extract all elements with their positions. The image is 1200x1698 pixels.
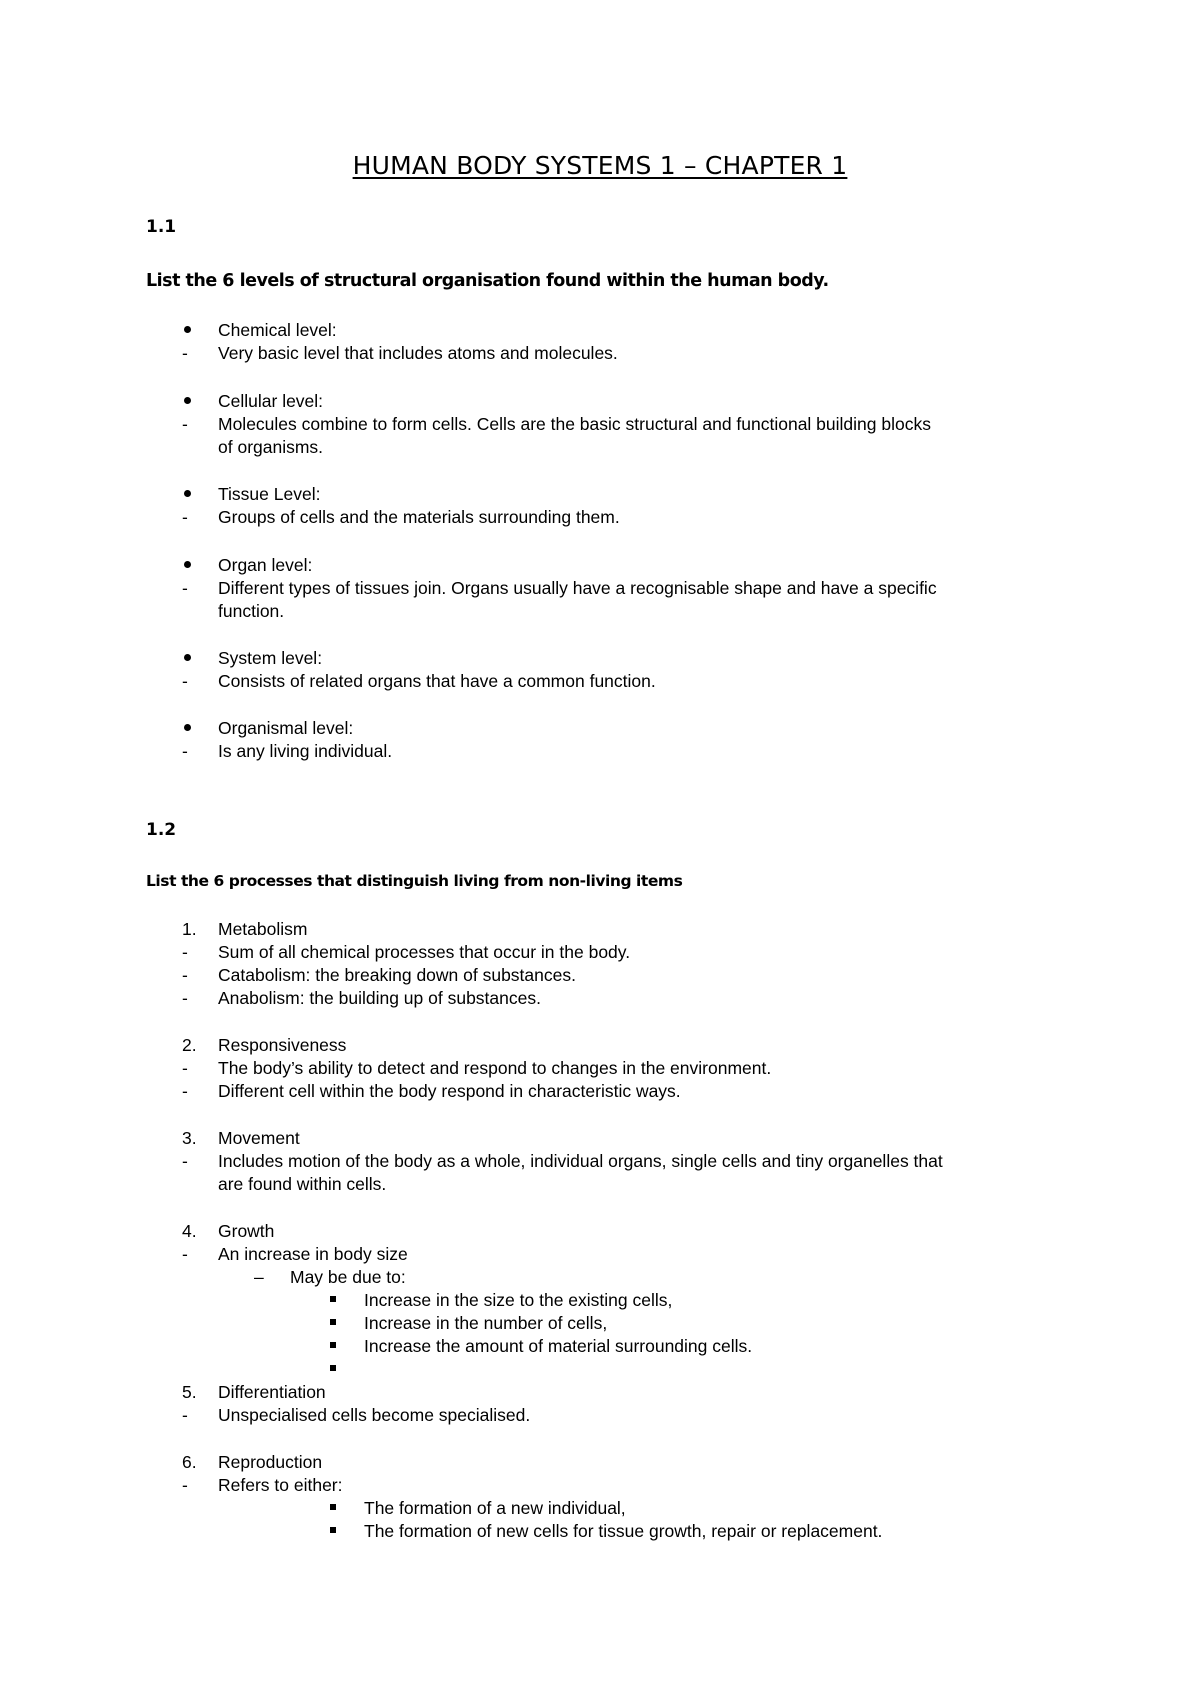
dash-marker: - [182, 671, 188, 691]
list-item-text: The body’s ability to detect and respond to changes in the environment. [218, 1058, 772, 1078]
list-item-heading: Organismal level: [218, 718, 354, 738]
bullet-icon [184, 654, 191, 661]
bullet-icon [184, 561, 191, 568]
list-number: 1. [182, 919, 197, 939]
dash-marker: - [182, 1151, 188, 1171]
dash-marker: - [182, 741, 188, 761]
list-item-heading: Differentiation [218, 1382, 326, 1402]
page-title: HUMAN BODY SYSTEMS 1 – CHAPTER 1 [352, 151, 848, 180]
section-number: 1.2 [146, 820, 177, 840]
list-item-text: function. [218, 601, 285, 621]
list-number: 4. [182, 1221, 197, 1241]
list-number: 3. [182, 1128, 197, 1148]
dash-marker: - [182, 507, 188, 527]
list-item-heading: Growth [218, 1221, 275, 1241]
list-number: 6. [182, 1452, 197, 1472]
list-item-heading: Chemical level: [218, 320, 337, 340]
dash-marker: - [182, 942, 188, 962]
list-item-heading: Reproduction [218, 1452, 323, 1472]
list-item-text: Unspecialised cells become specialised. [218, 1405, 531, 1425]
list-item-text: Molecules combine to form cells. Cells are the basic structural and functional building blocks [218, 414, 931, 434]
list-item-heading: Metabolism [218, 919, 308, 939]
list-item-heading: Movement [218, 1128, 300, 1148]
list-item-heading: Tissue Level: [218, 484, 321, 504]
sub-heading: May be due to: [290, 1267, 406, 1287]
list-number: 5. [182, 1382, 197, 1402]
list-number: 2. [182, 1035, 197, 1055]
list-item-heading: Cellular level: [218, 391, 324, 411]
sub-list-item: Increase the amount of material surrounding cells. [364, 1336, 753, 1356]
list-item-text: Different types of tissues join. Organs usually have a recognisable shape and have a specific [218, 578, 937, 598]
list-item-text: Sum of all chemical processes that occur in the body. [218, 942, 631, 962]
square-bullet-icon [330, 1319, 336, 1325]
square-bullet-icon [330, 1296, 336, 1302]
square-bullet-icon [330, 1365, 336, 1371]
dash-marker: - [182, 414, 188, 434]
list-item-heading: Organ level: [218, 555, 313, 575]
list-item-text: Refers to either: [218, 1475, 343, 1495]
dash-marker: - [182, 965, 188, 985]
sub-list-item: The formation of a new individual, [364, 1498, 626, 1518]
section-number: 1.1 [146, 217, 177, 237]
dash-marker: - [182, 578, 188, 598]
dash-marker: - [182, 343, 188, 363]
dash-marker: - [182, 1475, 188, 1495]
list-item-text: Is any living individual. [218, 741, 393, 761]
list-item-text: Different cell within the body respond in characteristic ways. [218, 1081, 681, 1101]
bullet-icon [184, 490, 191, 497]
dash-marker: - [182, 988, 188, 1008]
bullet-icon [184, 397, 191, 404]
dash-marker: - [182, 1405, 188, 1425]
sub-list-item: Increase in the size to the existing cells, [364, 1290, 673, 1310]
dash-marker: - [182, 1244, 188, 1264]
list-item-text: Includes motion of the body as a whole, individual organs, single cells and tiny organelles that [218, 1151, 943, 1171]
list-item-text: Consists of related organs that have a common function. [218, 671, 656, 691]
square-bullet-icon [330, 1342, 336, 1348]
bullet-icon [184, 724, 191, 731]
dash-marker: - [182, 1058, 188, 1078]
section-question: List the 6 levels of structural organisation found within the human body. [146, 271, 829, 291]
list-item-heading: Responsiveness [218, 1035, 347, 1055]
list-item-text: of organisms. [218, 437, 324, 457]
dash-marker: - [182, 1081, 188, 1101]
sub-list-item: The formation of new cells for tissue growth, repair or replacement. [364, 1521, 883, 1541]
section-question: List the 6 processes that distinguish living from non-living items [146, 872, 683, 890]
list-item-text: Groups of cells and the materials surrounding them. [218, 507, 620, 527]
list-item-text: are found within cells. [218, 1174, 387, 1194]
list-item-text: Catabolism: the breaking down of substances. [218, 965, 576, 985]
endash-marker: – [254, 1267, 264, 1287]
list-item-heading: System level: [218, 648, 323, 668]
square-bullet-icon [330, 1527, 336, 1533]
list-item-text: Very basic level that includes atoms and molecules. [218, 343, 618, 363]
list-item-text: An increase in body size [218, 1244, 408, 1264]
sub-list-item: Increase in the number of cells, [364, 1313, 608, 1333]
square-bullet-icon [330, 1504, 336, 1510]
bullet-icon [184, 326, 191, 333]
list-item-text: Anabolism: the building up of substances. [218, 988, 541, 1008]
